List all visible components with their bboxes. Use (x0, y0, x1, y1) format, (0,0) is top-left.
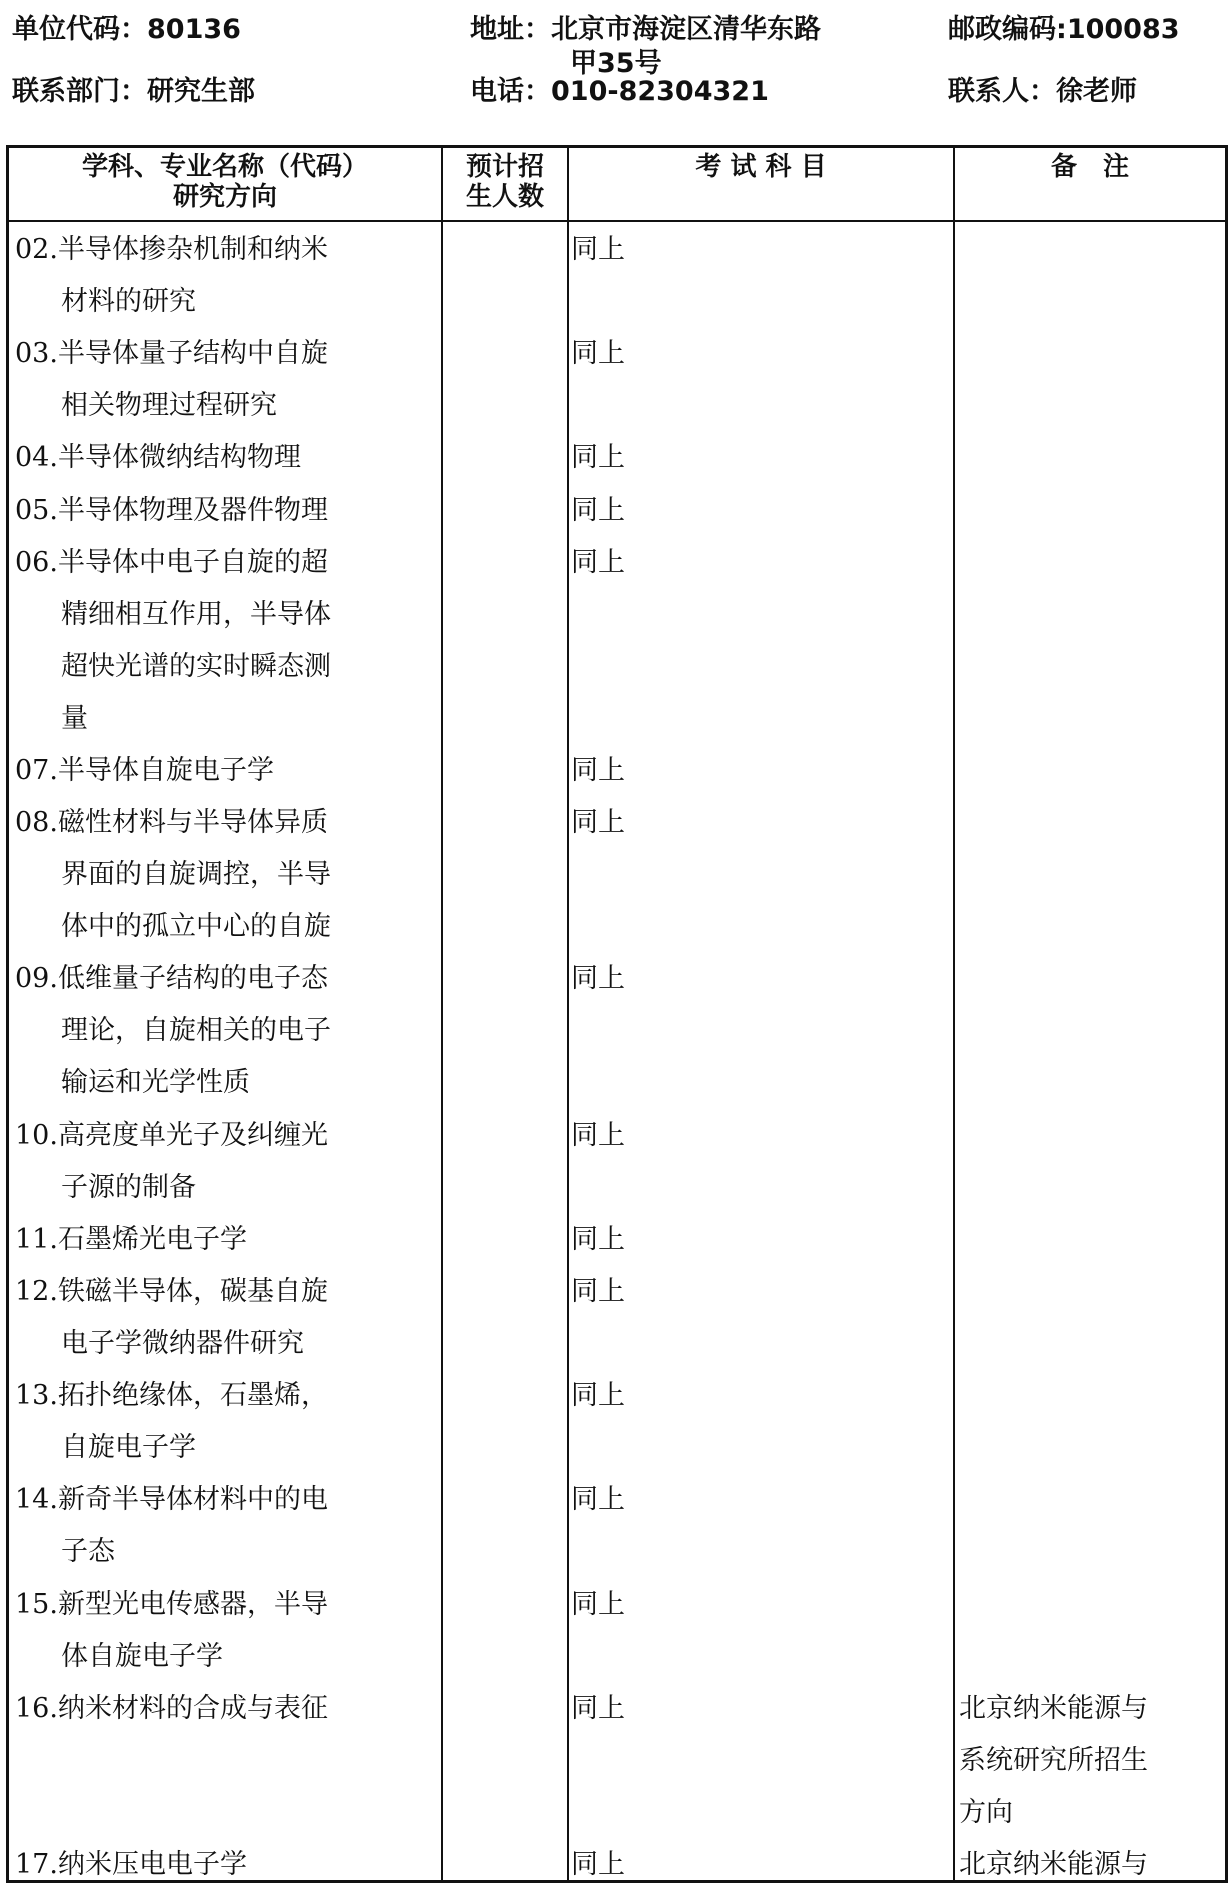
subject-text-line: 超快光谱的实时瞬态测 (61, 650, 331, 682)
unit-code-value: 80136 (147, 14, 241, 45)
table-row-subject (15, 328, 435, 432)
subject-text-line: 17.纳米压电电子学 (15, 1849, 247, 1881)
subject-text-line: 10.高亮度单光子及纠缠光 (15, 1119, 328, 1151)
table-row-subject (15, 953, 435, 1109)
address-line1: 北京市海淀区清华东路 (551, 14, 821, 45)
subject-text-line: 界面的自旋调控，半导 (61, 859, 331, 891)
unit-code-field (12, 14, 241, 46)
table-row-subject (15, 1579, 435, 1683)
subject-text-line: 子源的制备 (61, 1171, 196, 1203)
header-notes: 备 注 (1050, 152, 1129, 182)
table-row-subject (15, 432, 435, 484)
table-row-subject (15, 224, 435, 328)
table-row-note (959, 1839, 1229, 1891)
unit-code-label: 单位代码： (12, 14, 147, 45)
dept-value: 研究生部 (147, 76, 255, 107)
subject-text-line: 子态 (61, 1536, 115, 1568)
header-subject-line2: 研究方向 (172, 182, 277, 212)
table-row-exam: 同上 (571, 1119, 625, 1151)
table-row-subject (15, 745, 435, 797)
column-divider-3 (953, 148, 955, 1880)
subject-text-line: 16.纳米材料的合成与表征 (15, 1692, 328, 1724)
subject-text-line: 电子学微纳器件研究 (61, 1328, 304, 1359)
table-row-subject (15, 1266, 435, 1370)
subject-text-line: 09.低维量子结构的电子态 (15, 963, 328, 995)
subject-text-line: 05.半导体物理及器件物理 (15, 494, 328, 526)
table-row-exam: 同上 (571, 1849, 625, 1881)
header-quota-line1: 预计招 (465, 152, 544, 182)
table-header-row (9, 148, 1225, 222)
table-row-subject (15, 1839, 435, 1891)
subject-text-line: 输运和光学性质 (61, 1067, 250, 1099)
table-row-exam: 同上 (571, 807, 625, 839)
subject-text-line: 13.拓扑绝缘体，石墨烯， (15, 1380, 328, 1412)
table-row-subject (15, 485, 435, 537)
table-row-subject (15, 1370, 435, 1474)
table-row-exam: 同上 (571, 338, 625, 370)
header-exam-subjects: 考 试 科 目 (695, 152, 827, 182)
subject-text-line: 02.半导体掺杂机制和纳米 (15, 234, 328, 265)
table-row-exam: 同上 (571, 1223, 625, 1255)
subject-text-line: 03.半导体量子结构中自旋 (15, 338, 328, 370)
note-text-line: 北京纳米能源与 (959, 1849, 1148, 1881)
table-row-exam: 同上 (571, 546, 625, 578)
subject-text-line: 08.磁性材料与半导体异质 (15, 807, 328, 839)
note-text-line: 北京纳米能源与 (959, 1692, 1148, 1724)
address-field (470, 14, 821, 46)
subject-text-line: 12.铁磁半导体，碳基自旋 (15, 1276, 328, 1307)
table-row-exam: 同上 (571, 1380, 625, 1412)
contact-value: 徐老师 (1056, 76, 1137, 107)
subject-text-line: 自旋电子学 (61, 1432, 196, 1464)
phone-field (470, 76, 769, 108)
postal-code-label: 邮政编码: (948, 14, 1067, 45)
subject-text-line: 体中的孤立中心的自旋 (61, 911, 331, 943)
column-divider-2 (567, 148, 569, 1880)
subject-text-line: 15.新型光电传感器，半导 (15, 1588, 328, 1620)
subject-text-line: 材料的研究 (61, 286, 196, 317)
contact-field (948, 76, 1137, 108)
subject-text-line: 理论，自旋相关的电子 (61, 1015, 331, 1047)
header-quota-line2: 生人数 (465, 182, 544, 212)
subject-text-line: 量 (61, 702, 88, 734)
note-text-line: 方向 (959, 1796, 1013, 1828)
address-line2: 甲35号 (570, 48, 662, 79)
table-row-exam: 同上 (571, 1692, 625, 1724)
address-label: 地址： (470, 14, 551, 45)
table-row-exam: 同上 (571, 1588, 625, 1620)
table-row-exam: 同上 (571, 442, 625, 474)
subject-text-line: 11.石墨烯光电子学 (15, 1223, 247, 1255)
subject-text-line: 06.半导体中电子自旋的超 (15, 546, 328, 578)
note-text-line: 系统研究所招生 (959, 1744, 1148, 1776)
table-row-exam: 同上 (571, 1484, 625, 1516)
enrollment-table (6, 145, 1228, 1883)
subject-text-line: 07.半导体自旋电子学 (15, 755, 274, 786)
table-row-exam: 同上 (571, 234, 625, 265)
subject-text-line: 04.半导体微纳结构物理 (15, 442, 301, 474)
table-row-exam: 同上 (571, 1276, 625, 1307)
subject-text-line: 14.新奇半导体材料中的电 (15, 1484, 328, 1516)
table-row-exam: 同上 (571, 755, 625, 786)
phone-value: 010-82304321 (551, 76, 769, 107)
postal-code-field (948, 14, 1180, 46)
document-header (0, 0, 1229, 140)
header-quota (443, 148, 567, 220)
header-subject-line1: 学科、专业名称（代码） (81, 152, 368, 182)
postal-code-value: 100083 (1066, 14, 1180, 45)
table-row-subject (15, 1683, 435, 1735)
table-row-exam: 同上 (571, 494, 625, 526)
subject-text-line: 精细相互作用，半导体 (61, 598, 331, 630)
header-subject-name (9, 148, 441, 220)
table-row-subject (15, 1110, 435, 1214)
phone-label: 电话： (470, 76, 551, 107)
table-row-exam: 同上 (571, 963, 625, 995)
dept-field (12, 76, 255, 108)
contact-label: 联系人： (948, 76, 1056, 107)
table-row-note (959, 1683, 1229, 1839)
table-row-subject (15, 537, 435, 745)
subject-text-line: 相关物理过程研究 (61, 390, 277, 422)
subject-text-line: 体自旋电子学 (61, 1640, 223, 1672)
table-row-subject (15, 797, 435, 953)
column-divider-1 (441, 148, 443, 1880)
dept-label: 联系部门： (12, 76, 147, 107)
table-row-subject (15, 1474, 435, 1578)
table-row-subject (15, 1214, 435, 1266)
